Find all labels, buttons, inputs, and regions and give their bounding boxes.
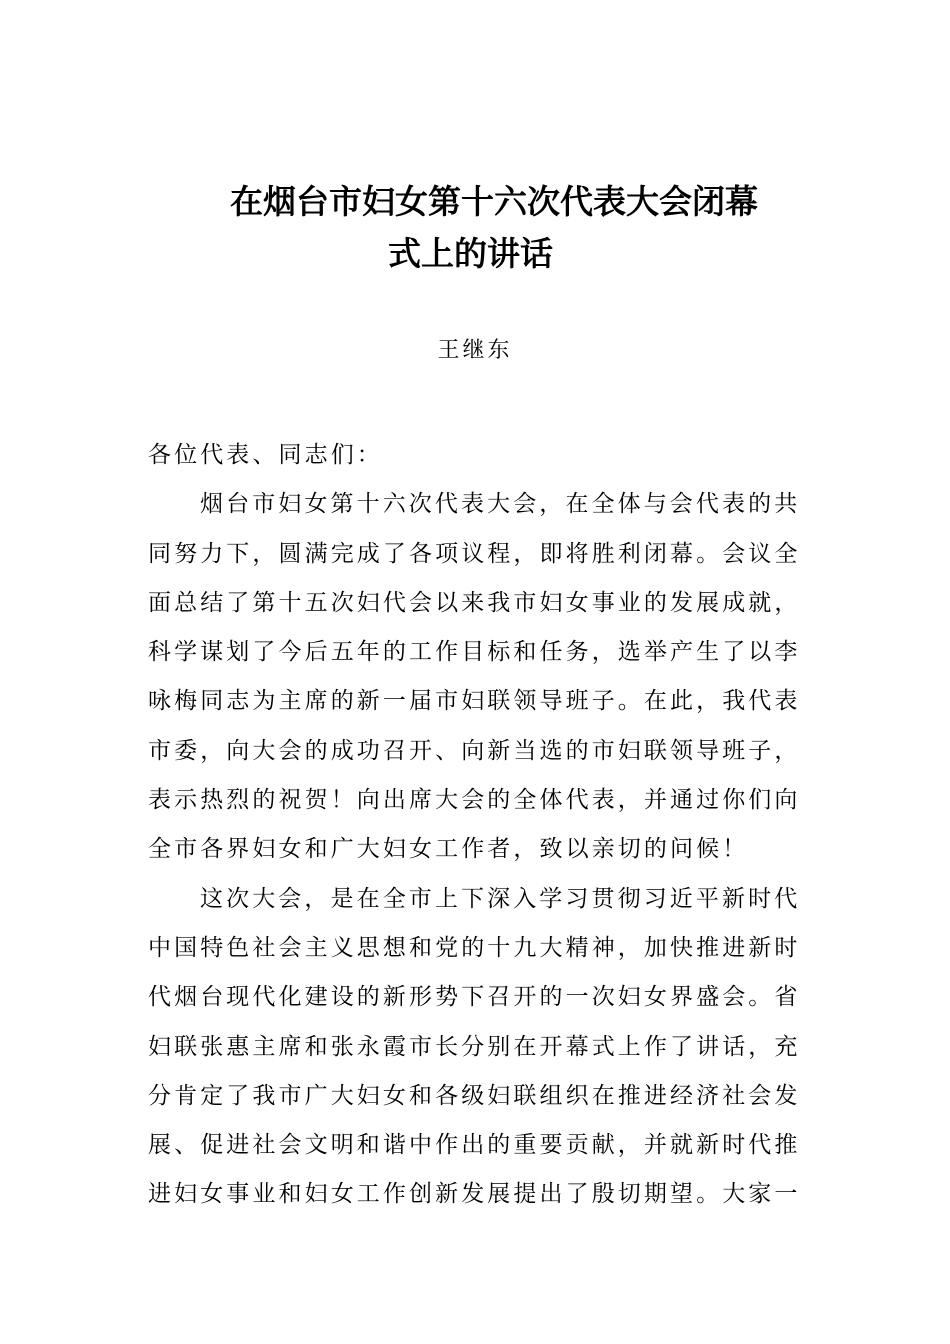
author-name: 王继东	[437, 338, 513, 363]
title-line: 式上的讲话	[388, 234, 553, 273]
paragraph-line: 全市各界妇女和广大妇女工作者，致以亲切的问候！	[148, 836, 749, 863]
document-title	[148, 176, 808, 280]
paragraph-line: 面总结了第十五次妇代会以来我市妇女事业的发展成就，	[148, 589, 801, 616]
speech-body	[148, 431, 808, 1220]
paragraph-line: 这次大会，是在全市上下深入学习贯彻习近平新时代	[200, 885, 801, 912]
paragraph-line: 代烟台现代化建设的新形势下召开的一次妇女界盛会。省	[148, 984, 801, 1011]
paragraph-line: 市委，向大会的成功召开、向新当选的市妇联领导班子，	[148, 737, 801, 764]
paragraph-line: 展、促进社会文明和谐中作出的重要贡献，并就新时代推	[148, 1132, 801, 1159]
paragraph-line: 妇联张惠主席和张永霞市长分别在开幕式上作了讲话，充	[148, 1033, 801, 1060]
paragraph-line: 中国特色社会主义思想和党的十九大精神，加快推进新时	[148, 934, 801, 961]
paragraph-line: 同努力下，圆满完成了各项议程，即将胜利闭幕。会议全	[148, 540, 801, 567]
paragraph-line: 科学谋划了今后五年的工作目标和任务，选举产生了以李	[148, 639, 801, 666]
paragraph-line: 表示热烈的祝贺！向出席大会的全体代表，并通过你们向	[148, 787, 801, 814]
paragraph-line: 咏梅同志为主席的新一届市妇联领导班子。在此，我代表	[148, 688, 801, 715]
salutation: 各位代表、同志们：	[148, 442, 383, 468]
paragraph-line: 进妇女事业和妇女工作创新发展提出了殷切期望。大家一	[148, 1181, 801, 1208]
paragraph-line: 分肯定了我市广大妇女和各级妇联组织在推进经济社会发	[148, 1082, 801, 1109]
paragraph-line: 烟台市妇女第十六次代表大会，在全体与会代表的共	[200, 491, 801, 518]
title-line: 在烟台市妇女第十六次代表大会闭幕	[230, 182, 758, 221]
